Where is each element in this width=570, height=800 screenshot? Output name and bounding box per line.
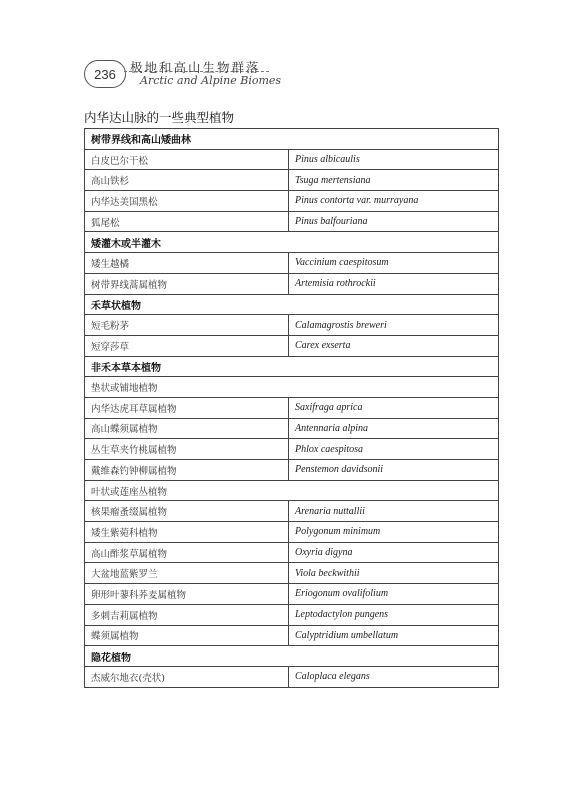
- latin-name-cell: Artemisia rothrockii: [289, 273, 499, 294]
- running-header-subtitle: Arctic and Alpine Biomes: [140, 74, 282, 87]
- chinese-name-cell: 卵形叶蓼科荞麦属植物: [85, 584, 289, 605]
- plant-table-body: [85, 129, 499, 688]
- latin-name-cell: Eriogonum ovalifolium: [289, 584, 499, 605]
- category-row: [85, 232, 499, 253]
- category-row: [85, 356, 499, 377]
- table-row: [85, 273, 499, 294]
- chinese-name-cell: 高山铁杉: [85, 170, 289, 191]
- table-row: [85, 604, 499, 625]
- latin-name-cell: Viola beckwithii: [289, 563, 499, 584]
- latin-name-cell: Polygonum minimum: [289, 522, 499, 543]
- table-row: [85, 335, 499, 356]
- latin-name-cell: Pinus balfouriana: [289, 211, 499, 232]
- table-row: [85, 542, 499, 563]
- chinese-name-cell: 矮生越橘: [85, 253, 289, 274]
- chinese-name-cell: 内华达美国黑松: [85, 191, 289, 212]
- latin-name-cell: Pinus contorta var. murrayana: [289, 191, 499, 212]
- latin-name-cell: Calyptridium umbellatum: [289, 625, 499, 646]
- latin-name-cell: Calamagrostis breweri: [289, 315, 499, 336]
- latin-name-cell: Phlox caespitosa: [289, 439, 499, 460]
- latin-name-cell: Penstemon davidsonii: [289, 460, 499, 481]
- table-row: [85, 170, 499, 191]
- chinese-name-cell: 杰威尔地衣(壳状): [85, 666, 289, 687]
- chinese-name-cell: 高山蝶须属植物: [85, 418, 289, 439]
- subcategory-row: [85, 377, 499, 398]
- chinese-name-cell: 戴维森钓钟柳属植物: [85, 460, 289, 481]
- table-row: [85, 522, 499, 543]
- table-row: [85, 625, 499, 646]
- table-row: [85, 666, 499, 687]
- table-row: [85, 501, 499, 522]
- category-label: 矮灌木或半灌木: [85, 232, 499, 253]
- chinese-name-cell: 蝶须属植物: [85, 625, 289, 646]
- chinese-name-cell: 短穿莎草: [85, 335, 289, 356]
- latin-name-cell: Oxyria digyna: [289, 542, 499, 563]
- latin-name-cell: Arenaria nuttallii: [289, 501, 499, 522]
- chinese-name-cell: 内华达虎耳草属植物: [85, 397, 289, 418]
- table-row: [85, 149, 499, 170]
- table-row: [85, 584, 499, 605]
- chinese-name-cell: 大盆地蓝紫罗兰: [85, 563, 289, 584]
- chinese-name-cell: 狐尾松: [85, 211, 289, 232]
- chinese-name-cell: 矮生紫菀科植物: [85, 522, 289, 543]
- subcategory-row: [85, 480, 499, 501]
- subcategory-label: 垫状或铺地植物: [85, 377, 499, 398]
- latin-name-cell: Carex exserta: [289, 335, 499, 356]
- latin-name-cell: Pinus albicaulis: [289, 149, 499, 170]
- category-label: 非禾本草本植物: [85, 356, 499, 377]
- latin-name-cell: Leptodactylon pungens: [289, 604, 499, 625]
- chinese-name-cell: 高山酢浆草属植物: [85, 542, 289, 563]
- latin-name-cell: Vaccinium caespitosum: [289, 253, 499, 274]
- subcategory-label: 叶状或莲座丛植物: [85, 480, 499, 501]
- chinese-name-cell: 白皮巴尔干松: [85, 149, 289, 170]
- table-row: [85, 315, 499, 336]
- page-number: 236: [84, 60, 126, 88]
- table-row: [85, 418, 499, 439]
- table-row: [85, 460, 499, 481]
- chinese-name-cell: 树带界线蒿属植物: [85, 273, 289, 294]
- table-row: [85, 439, 499, 460]
- latin-name-cell: Antennaria alpina: [289, 418, 499, 439]
- category-row: [85, 129, 499, 150]
- category-row: [85, 294, 499, 315]
- category-row: [85, 646, 499, 667]
- latin-name-cell: Saxifraga aprica: [289, 397, 499, 418]
- chinese-name-cell: 多刺吉莉属植物: [85, 604, 289, 625]
- table-row: [85, 563, 499, 584]
- running-header-title: 极地和高山生物群落: [130, 60, 261, 75]
- category-label: 树带界线和高山矮曲林: [85, 129, 499, 150]
- table-row: [85, 191, 499, 212]
- table-row: [85, 397, 499, 418]
- latin-name-cell: Caloplaca elegans: [289, 666, 499, 687]
- plant-table: [84, 128, 499, 688]
- category-label: 隐花植物: [85, 646, 499, 667]
- chinese-name-cell: 短毛粉茅: [85, 315, 289, 336]
- chinese-name-cell: 丛生草夹竹桃属植物: [85, 439, 289, 460]
- chinese-name-cell: 核果瘤蚤缀属植物: [85, 501, 289, 522]
- latin-name-cell: Tsuga mertensiana: [289, 170, 499, 191]
- table-row: [85, 253, 499, 274]
- table-row: [85, 211, 499, 232]
- table-title: 内华达山脉的一些典型植物: [84, 110, 235, 125]
- category-label: 禾草状植物: [85, 294, 499, 315]
